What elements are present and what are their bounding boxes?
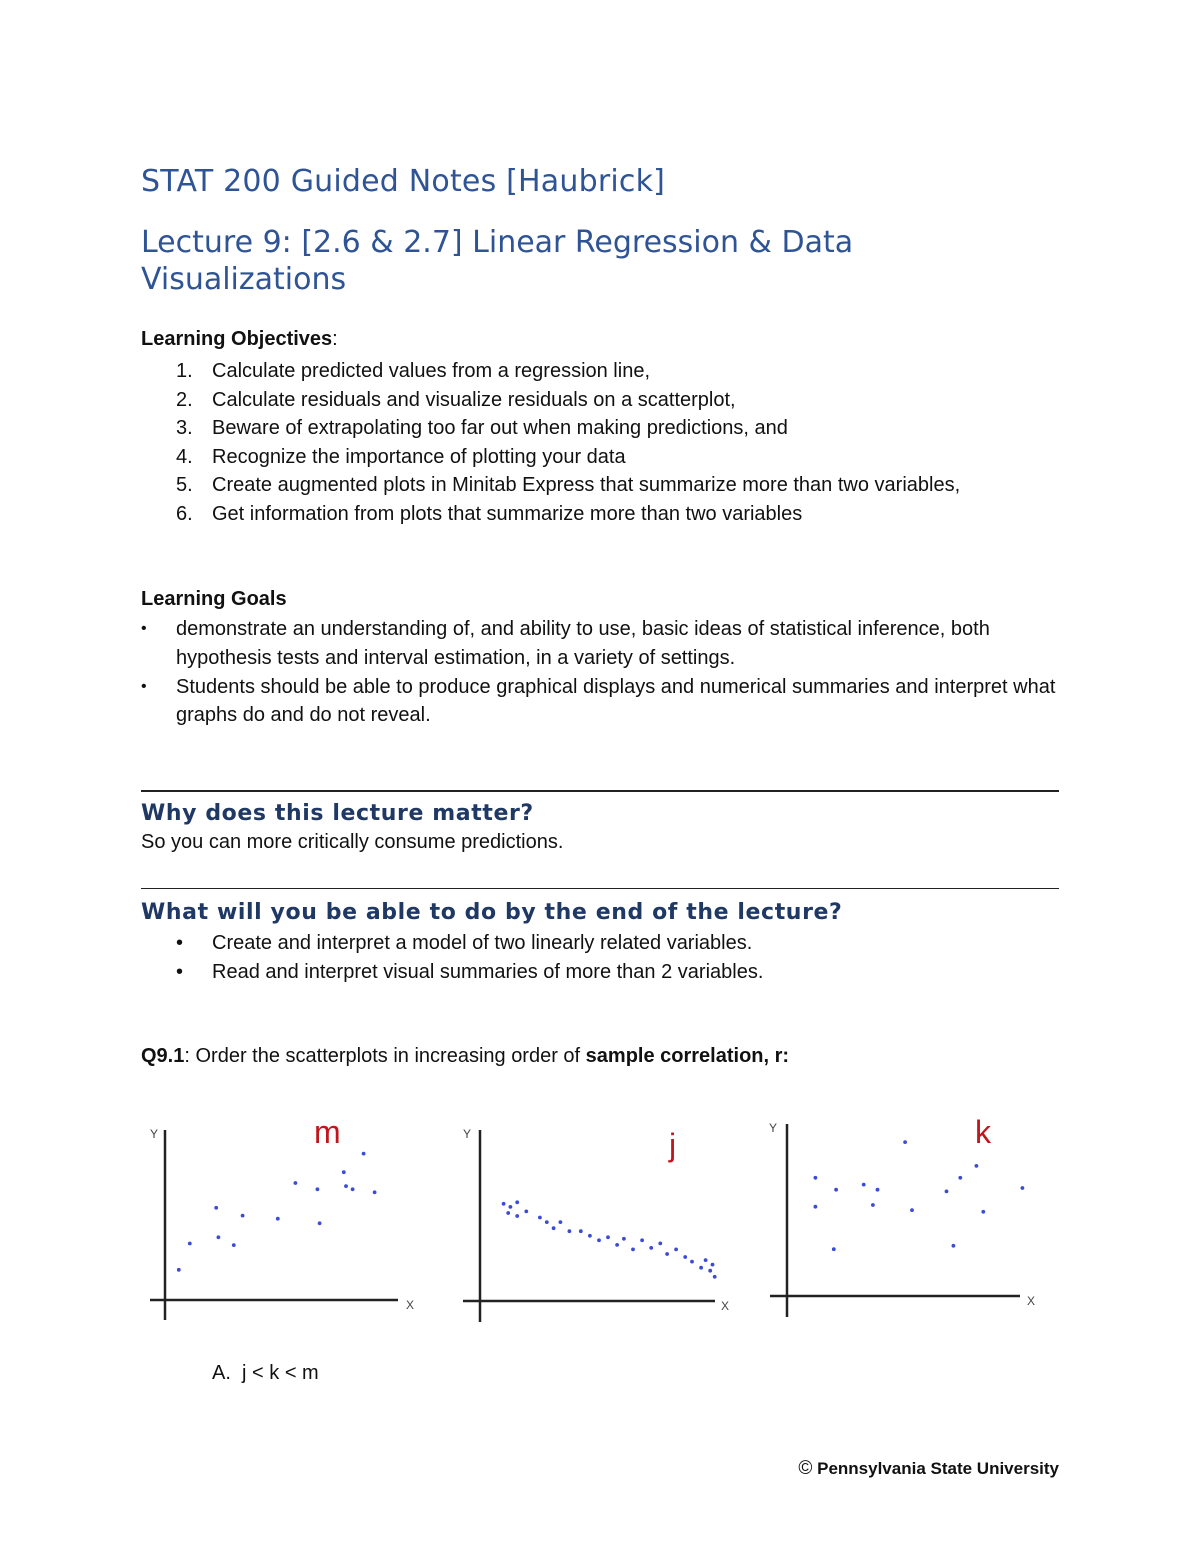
list-item-number: 4.	[176, 445, 193, 468]
question-sep: :	[184, 1045, 196, 1067]
data-point	[515, 1214, 519, 1218]
plot-title-m: m	[314, 1114, 341, 1150]
bullet-icon: •	[141, 620, 147, 637]
list-item-text: Recognize the importance of plotting your data	[212, 445, 626, 468]
data-point	[862, 1183, 866, 1187]
list-item-number: 3.	[176, 417, 193, 440]
data-point	[606, 1235, 610, 1239]
data-point	[344, 1184, 348, 1188]
data-point	[276, 1217, 280, 1221]
list-item	[141, 386, 1061, 415]
data-point	[538, 1216, 542, 1220]
goals-list	[141, 615, 1061, 730]
data-point	[214, 1206, 218, 1210]
data-point	[597, 1238, 601, 1242]
question-text: Order the scatterplots in increasing order of	[195, 1045, 586, 1067]
objectives-label	[141, 328, 338, 351]
data-points	[177, 1152, 377, 1272]
data-point	[704, 1258, 708, 1262]
data-point	[622, 1237, 626, 1241]
data-point	[631, 1248, 635, 1252]
data-point	[318, 1221, 322, 1225]
goals-label: Learning Goals	[141, 588, 287, 610]
data-point	[568, 1229, 572, 1233]
list-item	[141, 958, 1041, 987]
data-point	[545, 1220, 549, 1224]
list-item	[141, 929, 1041, 958]
plot-title-k: k	[975, 1114, 991, 1150]
data-point	[502, 1202, 506, 1206]
data-point	[177, 1268, 181, 1272]
data-point	[903, 1140, 907, 1144]
footer-text: Pennsylvania State University	[817, 1459, 1059, 1478]
x-axis-label: X	[406, 1298, 415, 1312]
list-item-number: 6.	[176, 502, 193, 525]
y-axis-label: Y	[150, 1127, 159, 1141]
footer-copyright	[798, 1458, 1059, 1480]
why-heading: Why does this lecture matter?	[141, 801, 534, 826]
data-point	[708, 1269, 712, 1273]
data-point	[188, 1242, 192, 1246]
data-point	[683, 1255, 687, 1259]
list-item	[141, 673, 1061, 731]
objectives-list	[141, 357, 1061, 529]
scatterplot-k	[765, 1110, 1055, 1325]
can-do-heading: What will you be able to do by the end of the lecture?	[141, 900, 843, 925]
data-point	[552, 1226, 556, 1230]
data-point	[674, 1248, 678, 1252]
objectives-label-suffix: :	[332, 328, 338, 350]
data-point	[711, 1263, 715, 1267]
why-text: So you can more critically consume predictions.	[141, 831, 564, 853]
answer-letter: A.	[212, 1362, 231, 1384]
can-do-list	[141, 929, 1041, 987]
data-points	[814, 1140, 1025, 1251]
data-point	[1021, 1186, 1025, 1190]
data-point	[615, 1243, 619, 1247]
data-point	[975, 1164, 979, 1168]
section-divider	[141, 790, 1059, 792]
list-item-text: Calculate residuals and visualize residuals on a scatterplot,	[212, 388, 736, 411]
data-point	[958, 1176, 962, 1180]
list-item-number: 1.	[176, 360, 193, 382]
bullet-icon: •	[176, 932, 184, 954]
data-point	[241, 1214, 245, 1218]
data-point	[713, 1275, 717, 1279]
list-item-number: 5.	[176, 474, 193, 497]
data-point	[373, 1190, 377, 1194]
page-title: STAT 200 Guided Notes [Haubrick]	[141, 164, 666, 199]
data-point	[699, 1266, 703, 1270]
data-point	[506, 1211, 510, 1215]
data-point	[640, 1238, 644, 1242]
data-point	[981, 1210, 985, 1214]
data-point	[294, 1181, 298, 1185]
data-point	[232, 1243, 236, 1247]
data-point	[524, 1210, 528, 1214]
question-prompt	[141, 1045, 789, 1068]
x-axis-label: X	[1027, 1294, 1036, 1308]
answer-option-a[interactable]	[212, 1362, 319, 1385]
list-item	[141, 414, 1061, 443]
y-axis-label: Y	[463, 1127, 472, 1141]
list-item-text: Read and interpret visual summaries of more than 2 variables.	[212, 961, 764, 983]
data-point	[316, 1187, 320, 1191]
list-item	[141, 471, 1061, 500]
data-point	[342, 1170, 346, 1174]
data-point	[515, 1200, 519, 1204]
list-item	[141, 357, 1061, 386]
data-point	[690, 1260, 694, 1264]
section-divider	[141, 888, 1059, 889]
bullet-icon: •	[141, 677, 147, 695]
lecture-title: Lecture 9: [2.6 & 2.7] Linear Regression & Data Visualizations	[141, 225, 854, 297]
data-point	[509, 1205, 513, 1209]
data-point	[658, 1242, 662, 1246]
answer-text: j < k < m	[242, 1362, 319, 1384]
data-point	[871, 1203, 875, 1207]
data-point	[832, 1247, 836, 1251]
list-item-number: 2.	[176, 388, 193, 411]
data-point	[814, 1205, 818, 1209]
data-point	[588, 1234, 592, 1238]
copyright-icon: ©	[798, 1458, 813, 1479]
question-id: Q9.1	[141, 1045, 185, 1067]
data-point	[945, 1190, 949, 1194]
data-point	[876, 1188, 880, 1192]
list-item-text: Create augmented plots in Minitab Express that summarize more than two variables,	[212, 474, 961, 497]
list-item-text: Get information from plots that summarize more than two variables	[212, 502, 803, 525]
data-point	[910, 1208, 914, 1212]
list-item-text: Beware of extrapolating too far out when making predictions, and	[212, 417, 788, 440]
list-item	[141, 500, 1061, 529]
list-item-text: Create and interpret a model of two linearly related variables.	[212, 932, 753, 954]
objectives-label-text: Learning Objectives	[141, 328, 333, 350]
data-point	[649, 1246, 653, 1250]
scatterplot-j	[455, 1110, 745, 1325]
bullet-icon: •	[176, 961, 184, 983]
list-item-text: demonstrate an understanding of, and ability to use, basic ideas of statistical inference, both hypothesis tests and interval estimation, in a variety of settings.	[176, 618, 990, 669]
list-item	[141, 615, 1061, 673]
question-bold-tail: sample correlation, r:	[585, 1045, 790, 1067]
data-point	[814, 1176, 818, 1180]
data-point	[362, 1152, 366, 1156]
data-point	[834, 1188, 838, 1192]
data-point	[952, 1244, 956, 1248]
list-item	[141, 443, 1061, 472]
data-point	[351, 1187, 355, 1191]
y-axis-label: Y	[769, 1121, 778, 1135]
data-point	[665, 1252, 669, 1256]
plot-title-j: j	[669, 1127, 677, 1163]
list-item-text: Students should be able to produce graphical displays and numerical summaries and interpret what graphs do and do not reveal.	[176, 675, 1056, 727]
list-item-text: Calculate predicted values from a regression line,	[212, 360, 650, 382]
scatterplot-m	[140, 1110, 430, 1325]
x-axis-label: X	[721, 1299, 730, 1313]
data-point	[217, 1235, 221, 1239]
data-point	[579, 1229, 583, 1233]
data-point	[559, 1220, 563, 1224]
data-points	[502, 1200, 717, 1278]
